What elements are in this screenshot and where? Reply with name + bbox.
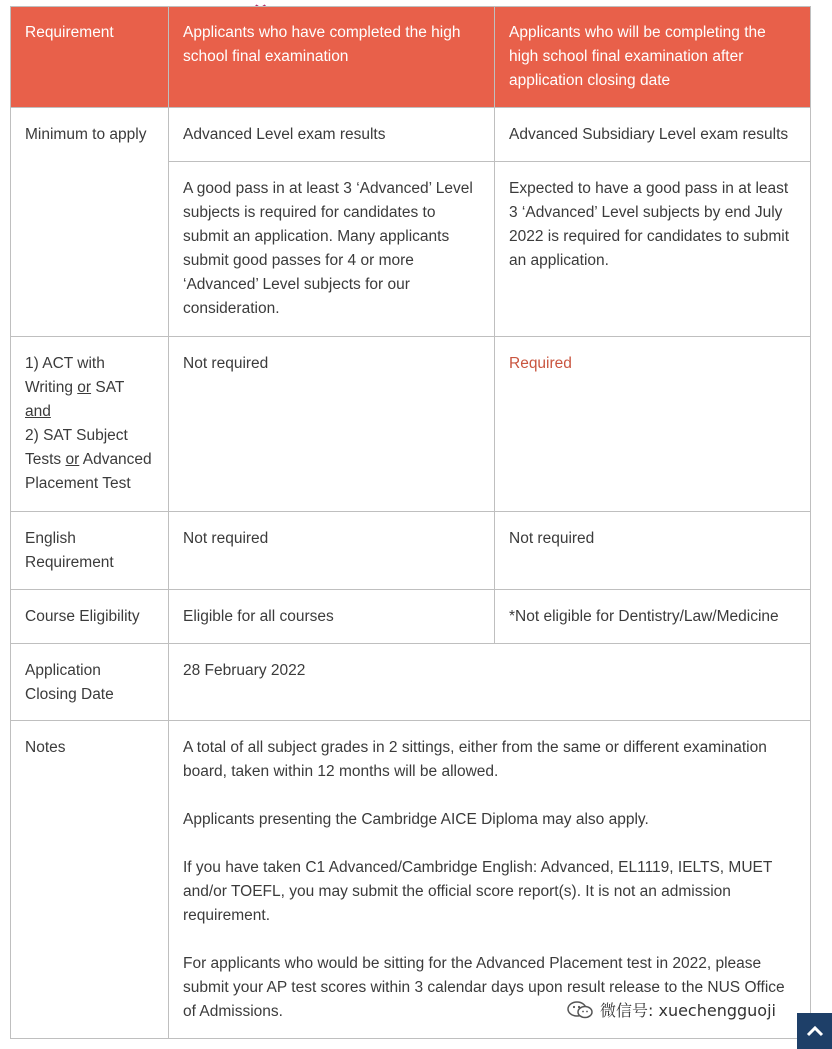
row-label-minimum: Minimum to apply (11, 108, 169, 337)
note-paragraph: For applicants who would be sitting for the Advanced Placement test in 2022, please submit your AP test scores within 3 calendar days upon result release to the NUS Office of Admissions. (183, 955, 785, 1020)
row-label-english: English Requirement (11, 512, 169, 590)
table-row (11, 108, 811, 162)
row-label-closing: Application Closing Date (11, 644, 169, 721)
cell-minimum-col3: Advanced Subsidiary Level exam results (495, 108, 811, 162)
row-label-tests: 1) ACT with Writing or SAT and 2) SAT Subject Tests or Advanced Placement Test (11, 337, 169, 512)
wechat-icon (566, 1000, 594, 1020)
table-row (11, 644, 811, 721)
table-row (11, 512, 811, 590)
cell-minimum-col2: Advanced Level exam results (169, 108, 495, 162)
header-row (11, 7, 811, 108)
cell-eligibility-col2: Eligible for all courses (169, 590, 495, 644)
table-row (11, 590, 811, 644)
cell-notes (169, 721, 811, 1039)
header-completing: Applicants who will be completing the high school final examination after application closing date (495, 7, 811, 108)
chevron-up-icon (806, 1025, 824, 1037)
cell-minimum-detail-col3: Expected to have a good pass in at least 3 ‘Advanced’ Level subjects by end July 2022 is required for candidates to submit an application. (495, 162, 811, 337)
wechat-watermark (566, 998, 776, 1021)
cell-closing-date: 28 February 2022 (169, 644, 811, 721)
table-row (11, 721, 811, 1039)
table-row (11, 337, 811, 512)
cell-eligibility-col3: *Not eligible for Dentistry/Law/Medicine (495, 590, 811, 644)
scroll-to-top-button[interactable] (797, 1013, 832, 1049)
cell-minimum-detail-col2: A good pass in at least 3 ‘Advanced’ Level subjects is required for candidates to submit an application. Many applicants submit good passes for 4 or more ‘Advanced’ Level subjects for our consideration. (169, 162, 495, 337)
cell-tests-col2: Not required (169, 337, 495, 512)
requirements-table (10, 6, 811, 1039)
note-paragraph: Applicants presenting the Cambridge AICE Diploma may also apply. (183, 811, 649, 828)
watermark-text: 微信号: xuechengguoji (600, 1001, 776, 1020)
cell-english-col2: Not required (169, 512, 495, 590)
header-requirement: Requirement (11, 7, 169, 108)
note-paragraph: A total of all subject grades in 2 sittings, either from the same or different examination board, taken within 12 months will be allowed. (183, 739, 767, 780)
note-paragraph: If you have taken C1 Advanced/Cambridge English: Advanced, EL1119, IELTS, MUET and/or TOEFL, you may submit the official score report(s). It is not an admission requirement. (183, 859, 773, 924)
row-label-notes: Notes (11, 721, 169, 1039)
row-label-eligibility: Course Eligibility (11, 590, 169, 644)
cell-tests-col3: Required (495, 337, 811, 512)
header-completed: Applicants who have completed the high school final examination (169, 7, 495, 108)
cell-english-col3: Not required (495, 512, 811, 590)
